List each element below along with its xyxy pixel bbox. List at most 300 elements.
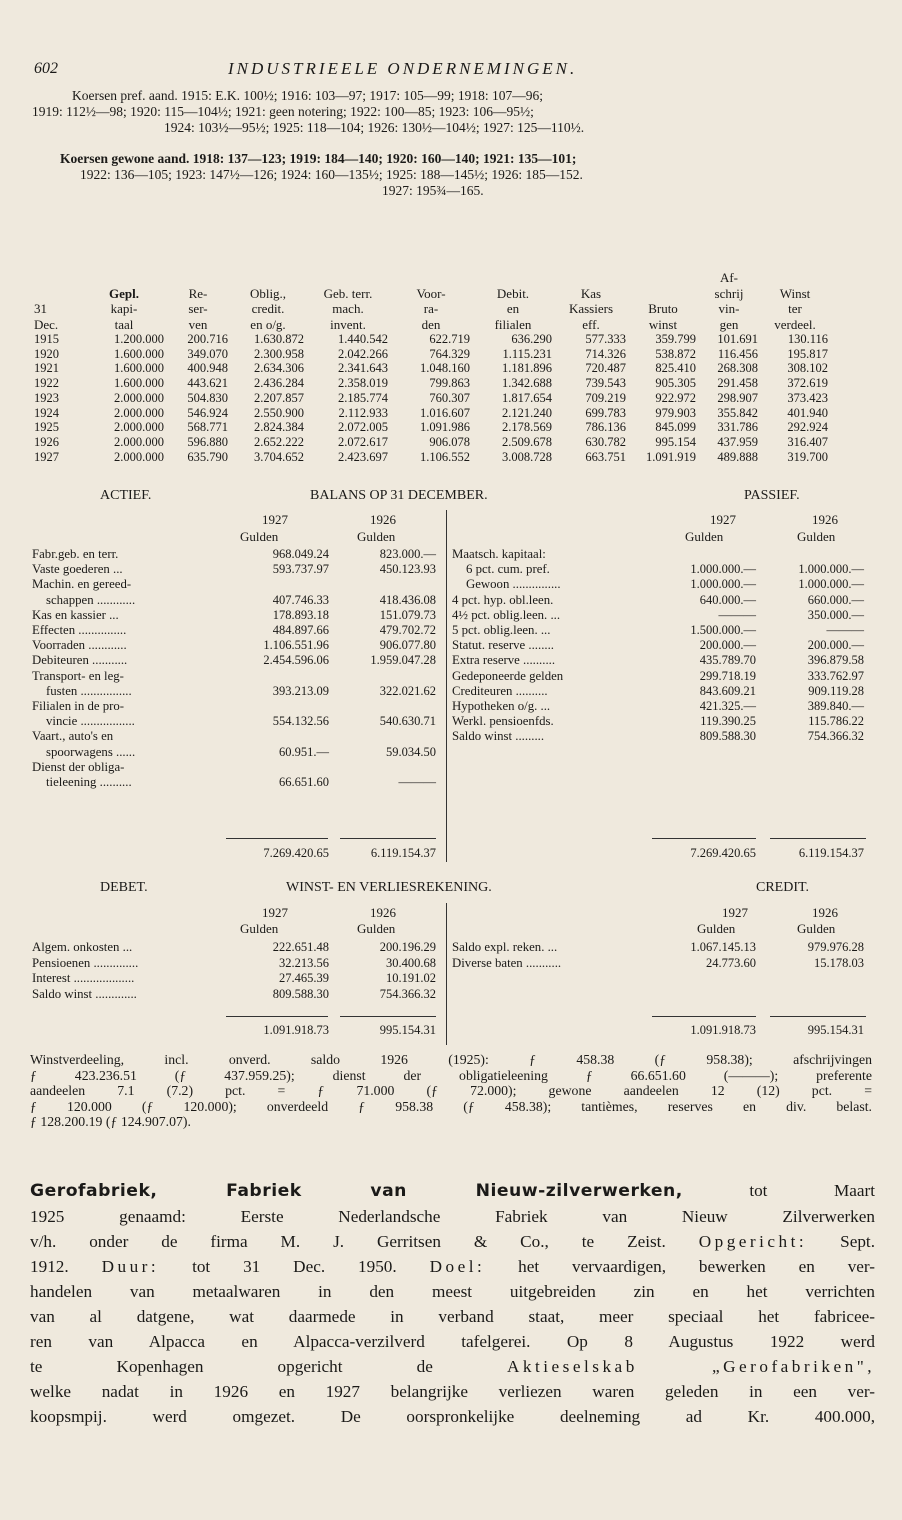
value-cell: 1.091.919 (646, 449, 696, 464)
table-row (32, 376, 830, 391)
passief-value-1926: 200.000.— (807, 638, 864, 653)
stats-header-cell (32, 286, 82, 302)
year-cell: 1925 (34, 420, 59, 435)
stats-header-row (32, 270, 830, 286)
balans-unit-1927-left: Gulden (240, 529, 279, 544)
value-cell: 546.924 (187, 405, 228, 420)
stats-header-cell: winst (648, 316, 678, 332)
stats-header-cell: taal (114, 316, 134, 332)
value-cell: 116.456 (717, 346, 758, 361)
rule (226, 1016, 328, 1017)
balans-divider (446, 510, 447, 862)
balans-year-1927-right: 1927 (710, 512, 736, 527)
stats-header-cell: Gepl. (109, 285, 139, 301)
value-cell: 372.619 (787, 376, 828, 391)
stats-header-cell: Geb. terr. (323, 285, 373, 301)
value-cell: 636.290 (511, 332, 552, 346)
value-cell: 979.903 (655, 405, 696, 420)
year-cell: 1922 (34, 376, 59, 391)
actief-value-1927: 1.106.551.96 (263, 638, 329, 653)
stats-header-row (32, 286, 830, 302)
stats-header-cell (32, 270, 82, 286)
passief-value-1926: 754.366.32 (807, 729, 864, 744)
stats-header-cell (82, 270, 166, 286)
value-cell: 1.106.552 (420, 449, 470, 464)
value-cell: 622.719 (429, 332, 470, 346)
value-cell: 2.000.000 (114, 405, 164, 420)
actief-value-1926: 322.021.62 (379, 683, 436, 698)
actief-value-1926: 479.702.72 (379, 623, 436, 637)
passief-value-1927: 1.500.000.— (690, 623, 756, 637)
actief-value-1927: 2.454.596.06 (263, 653, 329, 668)
rule (226, 838, 328, 839)
rule (340, 1016, 436, 1017)
stats-header-cell: den (421, 316, 441, 332)
value-cell: 1.091.986 (420, 420, 470, 435)
winst-year-1926-left: 1926 (370, 905, 396, 920)
table-row (32, 391, 830, 406)
statistics-table (32, 270, 830, 464)
actief-value-1927: 968.049.24 (272, 547, 329, 561)
passief-value-1927: 640.000.— (699, 592, 756, 607)
stats-header-cell: vin- (718, 301, 740, 316)
actief-value-1926: 59.034.50 (386, 744, 436, 759)
value-cell: 922.972 (655, 390, 696, 405)
passief-value-1927: 421.325.— (699, 699, 756, 713)
year-cell: 1921 (34, 361, 59, 376)
value-cell: 1.048.160 (420, 361, 470, 376)
balans-total-right-1926: 6.119.154.37 (798, 846, 864, 860)
stats-header-cell: Winst (779, 285, 811, 301)
stats-header-cell (472, 270, 554, 286)
winst-heading: WINST- EN VERLIESREKENING. (286, 880, 492, 895)
winst-year-1927-right: 1927 (722, 905, 748, 920)
koersen-pref-line: Koersen pref. aand. 1915: E.K. 100½; 1916: 103—97; 1917: 105—99; 1918: 107—96; (72, 88, 543, 103)
passief-label: Saldo winst ......... (452, 729, 545, 744)
value-cell: 630.782 (585, 434, 626, 449)
value-cell: 2.652.222 (254, 434, 304, 449)
passief-label: 5 pct. oblig.leen. ... (452, 623, 551, 637)
stats-header-cell: verdeel. (774, 316, 816, 332)
actief-value-1926: 151.079.73 (379, 607, 436, 622)
actief-label: tieleening .......... (46, 775, 132, 789)
value-cell: 2.634.306 (254, 361, 304, 376)
debet-label: Pensioenen .............. (32, 955, 139, 970)
stats-header-cell: mach. (332, 301, 364, 316)
koersen-gewone-line: 1927: 195¾—165. (382, 183, 484, 198)
value-cell: 2.358.019 (338, 376, 388, 391)
running-title: INDUSTRIEELE ONDERNEMINGEN. (228, 59, 578, 78)
value-cell: 538.872 (655, 346, 696, 361)
value-cell: 316.407 (787, 434, 828, 449)
stats-header-row (32, 301, 830, 317)
debet-value-1926: 10.191.02 (386, 971, 436, 985)
actief-value-1926: 823.000.— (379, 547, 436, 561)
value-cell: 489.888 (717, 449, 758, 464)
actief-label: Effecten ............... (32, 623, 127, 637)
actief-value-1926: 450.123.93 (379, 562, 436, 577)
stats-header-cell: filialen (494, 316, 532, 332)
winst-unit-1926-right: Gulden (797, 921, 836, 936)
stats-header-cell: Bruto (648, 301, 678, 316)
value-cell: 714.326 (585, 346, 626, 361)
value-cell: 3.008.728 (502, 449, 552, 464)
passief-label: Gewoon ............... (466, 577, 561, 592)
value-cell: 2.000.000 (114, 390, 164, 405)
passief-value-1926: 333.762.97 (807, 668, 864, 683)
passief-value-1926: 1.000.000.— (798, 562, 864, 577)
actief-label: Debiteuren ........... (32, 653, 128, 668)
value-cell: 1.200.000 (114, 332, 164, 346)
value-cell: 2.042.266 (338, 346, 388, 361)
table-row (32, 361, 830, 376)
value-cell: 2.550.900 (254, 405, 304, 420)
balans-unit-1926-right: Gulden (797, 529, 836, 544)
value-cell: 1.600.000 (114, 361, 164, 376)
actief-label: Kas en kassier ... (32, 607, 119, 622)
value-cell: 709.219 (585, 390, 626, 405)
actief-value-1926: ——— (398, 775, 436, 789)
value-cell: 1.016.607 (420, 405, 470, 420)
value-cell: 1.817.654 (502, 390, 552, 405)
passief-value-1927: 809.588.30 (699, 729, 756, 744)
value-cell: 906.078 (429, 434, 470, 449)
credit-label: Diverse baten ........... (452, 955, 562, 970)
value-cell: 799.863 (429, 376, 470, 391)
passief-label: 4 pct. hyp. obl.leen. (452, 592, 554, 607)
debet-value-1926: 200.196.29 (379, 940, 436, 954)
value-cell: 2.178.569 (502, 420, 552, 435)
actief-label: schappen ............ (46, 592, 136, 607)
value-cell: 2.300.958 (254, 346, 304, 361)
winst-year-1927-left: 1927 (262, 905, 288, 920)
value-cell: 1.115.231 (502, 346, 552, 361)
rule (652, 838, 756, 839)
value-cell: 319.700 (787, 449, 828, 464)
value-cell: 1.342.688 (502, 376, 552, 391)
value-cell: 2.112.933 (338, 405, 388, 420)
stats-header-row (32, 317, 830, 333)
stats-header-cell: ra- (423, 301, 439, 316)
stats-header-cell: invent. (330, 316, 366, 332)
debet-value-1926: 30.400.68 (386, 955, 436, 970)
passief-label: Maatsch. kapitaal: (452, 547, 546, 561)
rule (652, 1016, 756, 1017)
rule (770, 838, 866, 839)
value-cell: 760.307 (429, 390, 470, 405)
koersen-gewone-line: 1922: 136—105; 1923: 147½—126; 1924: 160—135½; 1925: 188—145½; 1926: 185—152. (80, 167, 583, 182)
value-cell: 401.940 (787, 405, 828, 420)
actief-heading: ACTIEF. (100, 488, 152, 503)
value-cell: 2.824.384 (254, 420, 304, 435)
value-cell: 268.308 (717, 361, 758, 376)
value-cell: 373.423 (787, 390, 828, 405)
stats-header-cell: schrij (714, 285, 744, 301)
passief-value-1926: 909.119.28 (808, 683, 864, 698)
stats-header-cell: Af- (719, 270, 739, 285)
value-cell: 2.072.005 (338, 420, 388, 435)
year-cell: 1927 (34, 449, 59, 464)
value-cell: 331.786 (717, 420, 758, 435)
balans-total-right-1927: 7.269.420.65 (690, 846, 756, 860)
value-cell: 720.487 (585, 361, 626, 376)
passief-value-1927: 843.609.21 (699, 683, 756, 698)
stats-header-cell: Kas (580, 285, 602, 301)
actief-value-1926: 1.959.047.28 (370, 653, 436, 668)
stats-header-cell: gen (719, 316, 739, 332)
value-cell: 3.704.652 (254, 449, 304, 464)
rule (340, 838, 436, 839)
year-cell: 1920 (34, 346, 59, 361)
value-cell: 291.458 (717, 376, 758, 391)
table-row (32, 332, 830, 347)
debet-heading: DEBET. (100, 880, 148, 895)
balans-year-1927-left: 1927 (262, 512, 288, 527)
passief-value-1926: ——— (826, 623, 864, 637)
value-cell: 2.072.617 (338, 434, 388, 449)
stats-header-cell (628, 286, 698, 302)
actief-value-1926: 906.077.80 (379, 638, 436, 653)
debet-label: Interest ................... (32, 971, 135, 985)
passief-label: Hypotheken o/g. ... (452, 699, 551, 713)
stats-header-cell: ter (788, 301, 802, 316)
value-cell: 504.830 (187, 390, 228, 405)
passief-value-1926: 1.000.000.— (798, 577, 864, 592)
value-cell: 577.333 (585, 332, 626, 346)
stats-header-cell (760, 270, 830, 286)
balans-year-1926-right: 1926 (812, 512, 838, 527)
stats-header-cell: en o/g. (250, 316, 286, 332)
credit-value-1926: 979.976.28 (807, 940, 864, 954)
value-cell: 635.790 (187, 449, 228, 464)
company-name: Gerofabriek, Fabriek van Nieuw-zilverwerken, (30, 1181, 683, 1201)
table-row (32, 420, 830, 435)
year-cell: 1926 (34, 434, 59, 449)
stats-header-cell: 31 (34, 301, 47, 316)
value-cell: 359.799 (655, 332, 696, 346)
debet-value-1927: 222.651.48 (272, 940, 329, 954)
value-cell: 2.121.240 (502, 405, 552, 420)
passief-label: Gedeponeerde gelden (452, 668, 564, 683)
stats-header-cell (166, 270, 230, 286)
winst-total-right-1927: 1.091.918.73 (690, 1023, 756, 1037)
value-cell: 2.509.678 (502, 434, 552, 449)
actief-value-1927: 407.746.33 (272, 592, 329, 607)
value-cell: 1.600.000 (114, 346, 164, 361)
winst-unit-1927-right: Gulden (697, 921, 736, 936)
actief-value-1926: 418.436.08 (379, 592, 436, 607)
actief-value-1927: 393.213.09 (272, 683, 329, 698)
value-cell: 995.154 (655, 434, 696, 449)
actief-label: fusten ................ (46, 683, 132, 698)
balans-year-1926-left: 1926 (370, 512, 396, 527)
stats-header-cell: en (506, 301, 520, 316)
actief-label: spoorwagens ...... (46, 744, 136, 759)
actief-label: Vaart., auto's en (32, 729, 114, 744)
winst-unit-1927-left: Gulden (240, 921, 279, 936)
stats-header-cell (230, 270, 306, 286)
actief-label: Dienst der obliga- (32, 759, 125, 774)
value-cell: 2.436.284 (254, 376, 304, 391)
value-cell: 2.341.643 (338, 361, 388, 376)
winst-total-left-1927: 1.091.918.73 (263, 1023, 329, 1037)
value-cell: 2.185.774 (338, 390, 388, 405)
actief-value-1926: 540.630.71 (379, 714, 436, 729)
year-cell: 1915 (34, 332, 59, 346)
passief-value-1927: 200.000.— (699, 638, 756, 653)
value-cell: 825.410 (655, 361, 696, 376)
value-cell: 349.070 (187, 346, 228, 361)
actief-label: Machin. en gereed- (32, 577, 132, 592)
balans-total-left-1926: 6.119.154.37 (370, 846, 436, 860)
debet-value-1927: 809.588.30 (272, 986, 329, 1001)
actief-label: Vaste goederen ... (32, 562, 123, 577)
passief-value-1926: 115.786.22 (808, 714, 864, 729)
credit-value-1927: 1.067.145.13 (690, 940, 756, 954)
actief-value-1927: 178.893.18 (272, 607, 329, 622)
actief-value-1927: 66.651.60 (279, 775, 329, 789)
passief-heading: PASSIEF. (744, 488, 800, 503)
value-cell: 764.329 (429, 346, 470, 361)
table-row (32, 406, 830, 421)
actief-label: Transport- en leg- (32, 668, 124, 683)
winst-divider (446, 903, 447, 1045)
value-cell: 663.751 (585, 449, 626, 464)
passief-label: 4½ pct. oblig.leen. ... (452, 607, 561, 622)
debet-label: Saldo winst ............. (32, 986, 137, 1001)
credit-label: Saldo expl. reken. ... (452, 940, 558, 954)
actief-label: Voorraden ............ (32, 638, 127, 653)
value-cell: 699.783 (585, 405, 626, 420)
year-cell: 1924 (34, 405, 59, 420)
value-cell: 400.948 (187, 361, 228, 376)
stats-header-cell (554, 270, 628, 286)
actief-value-1927: 60.951.— (279, 744, 329, 759)
winstverdeeling-paragraph: Winstverdeeling, incl. onverd. saldo 1926 (1925): ƒ 458.38 (ƒ 958.38); afschrijvingen ƒ 423.236.51 (ƒ 437.959.25); dienst der obligatieleening ƒ 66.651.60 (———); preferente aandeelen 7.1 (7.2) pct. = ƒ 71.000 (ƒ 72.000); gewone aandeelen 12 (12) pct. = ƒ 120.000 (ƒ 120.000); onverdeeld ƒ 958.38 (ƒ 458.38); tantièmes, reserves en div. belast. ƒ 128.200.19 (ƒ 124.907.07). (30, 1052, 872, 1129)
stats-header-cell (306, 270, 390, 286)
balans-unit-1926-left: Gulden (357, 529, 396, 544)
stats-header-cell: ven (188, 316, 208, 332)
winst-unit-1926-left: Gulden (357, 921, 396, 936)
passief-value-1927: 435.789.70 (699, 653, 756, 668)
value-cell: 101.691 (717, 332, 758, 346)
value-cell: 298.907 (717, 390, 758, 405)
passief-value-1927: 299.718.19 (699, 668, 756, 683)
passief-value-1927: 119.390.25 (700, 714, 756, 729)
value-cell: 2.000.000 (114, 434, 164, 449)
rule (770, 1016, 866, 1017)
passief-value-1926: 660.000.— (807, 592, 864, 607)
table-row (32, 347, 830, 362)
stats-header-cell: credit. (251, 301, 285, 316)
passief-value-1926: 396.879.58 (807, 653, 864, 668)
value-cell: 308.102 (787, 361, 828, 376)
passief-value-1927: 1.000.000.— (690, 577, 756, 592)
actief-label: Fabr.geb. en terr. (32, 547, 119, 561)
stats-header-cell (390, 270, 472, 286)
actief-value-1927: 554.132.56 (272, 714, 329, 729)
value-cell: 2.207.857 (254, 390, 304, 405)
value-cell: 845.099 (655, 420, 696, 435)
passief-value-1926: 350.000.— (807, 607, 864, 622)
year-cell: 1923 (34, 390, 59, 405)
credit-value-1926: 15.178.03 (814, 955, 864, 970)
stats-header-cell: Oblig., (249, 285, 287, 301)
value-cell: 292.924 (787, 420, 828, 435)
value-cell: 443.621 (187, 376, 228, 391)
passief-label: 6 pct. cum. pref. (466, 562, 550, 577)
value-cell: 130.116 (787, 332, 828, 346)
value-cell: 200.716 (187, 332, 228, 346)
page-number: 602 (34, 60, 58, 77)
koersen-pref-line: 1924: 103½—95½; 1925: 118—104; 1926: 130½—104½; 1927: 125—110½. (164, 120, 585, 135)
table-row (32, 435, 830, 450)
stats-header-cell: kapi- (110, 301, 138, 316)
stats-header-cell: Voor- (416, 285, 446, 301)
passief-value-1927: 1.000.000.— (690, 562, 756, 577)
value-cell: 437.959 (717, 434, 758, 449)
value-cell: 2.423.697 (338, 449, 388, 464)
value-cell: 596.880 (187, 434, 228, 449)
winst-total-left-1926: 995.154.31 (379, 1023, 436, 1037)
company-paragraph: Gerofabriek, Fabriek van Nieuw-zilverwerken, tot Maart 1925 genaamd: Eerste Nederlandsche Fabriek van Nieuw Zilverwerken v/h. onder de firma M. J. Gerritsen & Co., te Zeist. Opgericht: Sept. 1912. Duur: tot 31 Dec. 1950. Doel: het vervaardigen, bewerken en ver- handelen van metaalwaren in den meest uitgebreiden zin en het verrichten van al datgene, wat daarmede in verband staat, meer speciaal het fabricee- ren van Alpacca en Alpacca-verzilverd tafelgerei. Op 8 Augustus 1922 werd te Kopenhagen opgericht de Aktieselskab „Gerofabriken", welke nadat in 1926 en 1927 belangrijke verliezen waren geleden in een ver- koopsmpij. werd omgezet. De oorspronkelijke deelneming ad Kr. 400.000, (30, 1181, 876, 1426)
balans-total-left-1927: 7.269.420.65 (263, 846, 329, 860)
winst-total-right-1926: 995.154.31 (807, 1023, 864, 1037)
value-cell: 1.181.896 (502, 361, 552, 376)
stats-header-cell: ser- (188, 301, 208, 316)
value-cell: 355.842 (717, 405, 758, 420)
actief-label: Filialen in de pro- (32, 699, 125, 713)
debet-value-1927: 27.465.39 (279, 971, 329, 985)
passief-value-1927: ——— (718, 607, 756, 622)
value-cell: 195.817 (787, 346, 828, 361)
value-cell: 739.543 (585, 376, 626, 391)
balans-heading: BALANS OP 31 DECEMBER. (310, 488, 488, 503)
winst-year-1926-right: 1926 (812, 905, 838, 920)
value-cell: 905.305 (655, 376, 696, 391)
passief-label: Crediteuren .......... (452, 683, 548, 698)
passief-label: Extra reserve .......... (452, 653, 556, 668)
stats-header-cell (628, 270, 698, 286)
debet-value-1927: 32.213.56 (279, 955, 329, 970)
stats-header-cell: Re- (188, 285, 208, 301)
passief-label: Statut. reserve ........ (452, 638, 554, 653)
value-cell: 1.630.872 (254, 332, 304, 346)
koersen-pref-line: 1919: 112½—98; 1920: 115—104½; 1921: geen notering; 1922: 100—85; 1923: 106—95½; (32, 104, 534, 119)
actief-value-1927: 593.737.97 (272, 562, 329, 577)
balans-unit-1927-right: Gulden (685, 529, 724, 544)
actief-value-1927: 484.897.66 (272, 623, 329, 637)
table-row (32, 450, 830, 465)
value-cell: 2.000.000 (114, 449, 164, 464)
stats-header-cell: Debit. (496, 285, 530, 301)
credit-heading: CREDIT. (756, 880, 810, 895)
debet-value-1926: 754.366.32 (379, 986, 436, 1001)
value-cell: 1.440.542 (338, 332, 388, 346)
value-cell: 2.000.000 (114, 420, 164, 435)
stats-header-cell: Dec. (34, 316, 59, 332)
actief-label: vincie ................. (46, 714, 135, 729)
stats-header-cell: Kassiers (568, 301, 614, 316)
value-cell: 786.136 (585, 420, 626, 435)
koersen-gewone-line: Koersen gewone aand. 1918: 137—123; 1919: 184—140; 1920: 160—140; 1921: 135—101; (60, 151, 577, 166)
value-cell: 568.771 (187, 420, 228, 435)
stats-header-cell: eff. (582, 316, 600, 332)
passief-value-1926: 389.840.— (807, 699, 864, 713)
value-cell: 1.600.000 (114, 376, 164, 391)
credit-value-1927: 24.773.60 (706, 955, 756, 970)
debet-label: Algem. onkosten ... (32, 940, 133, 954)
